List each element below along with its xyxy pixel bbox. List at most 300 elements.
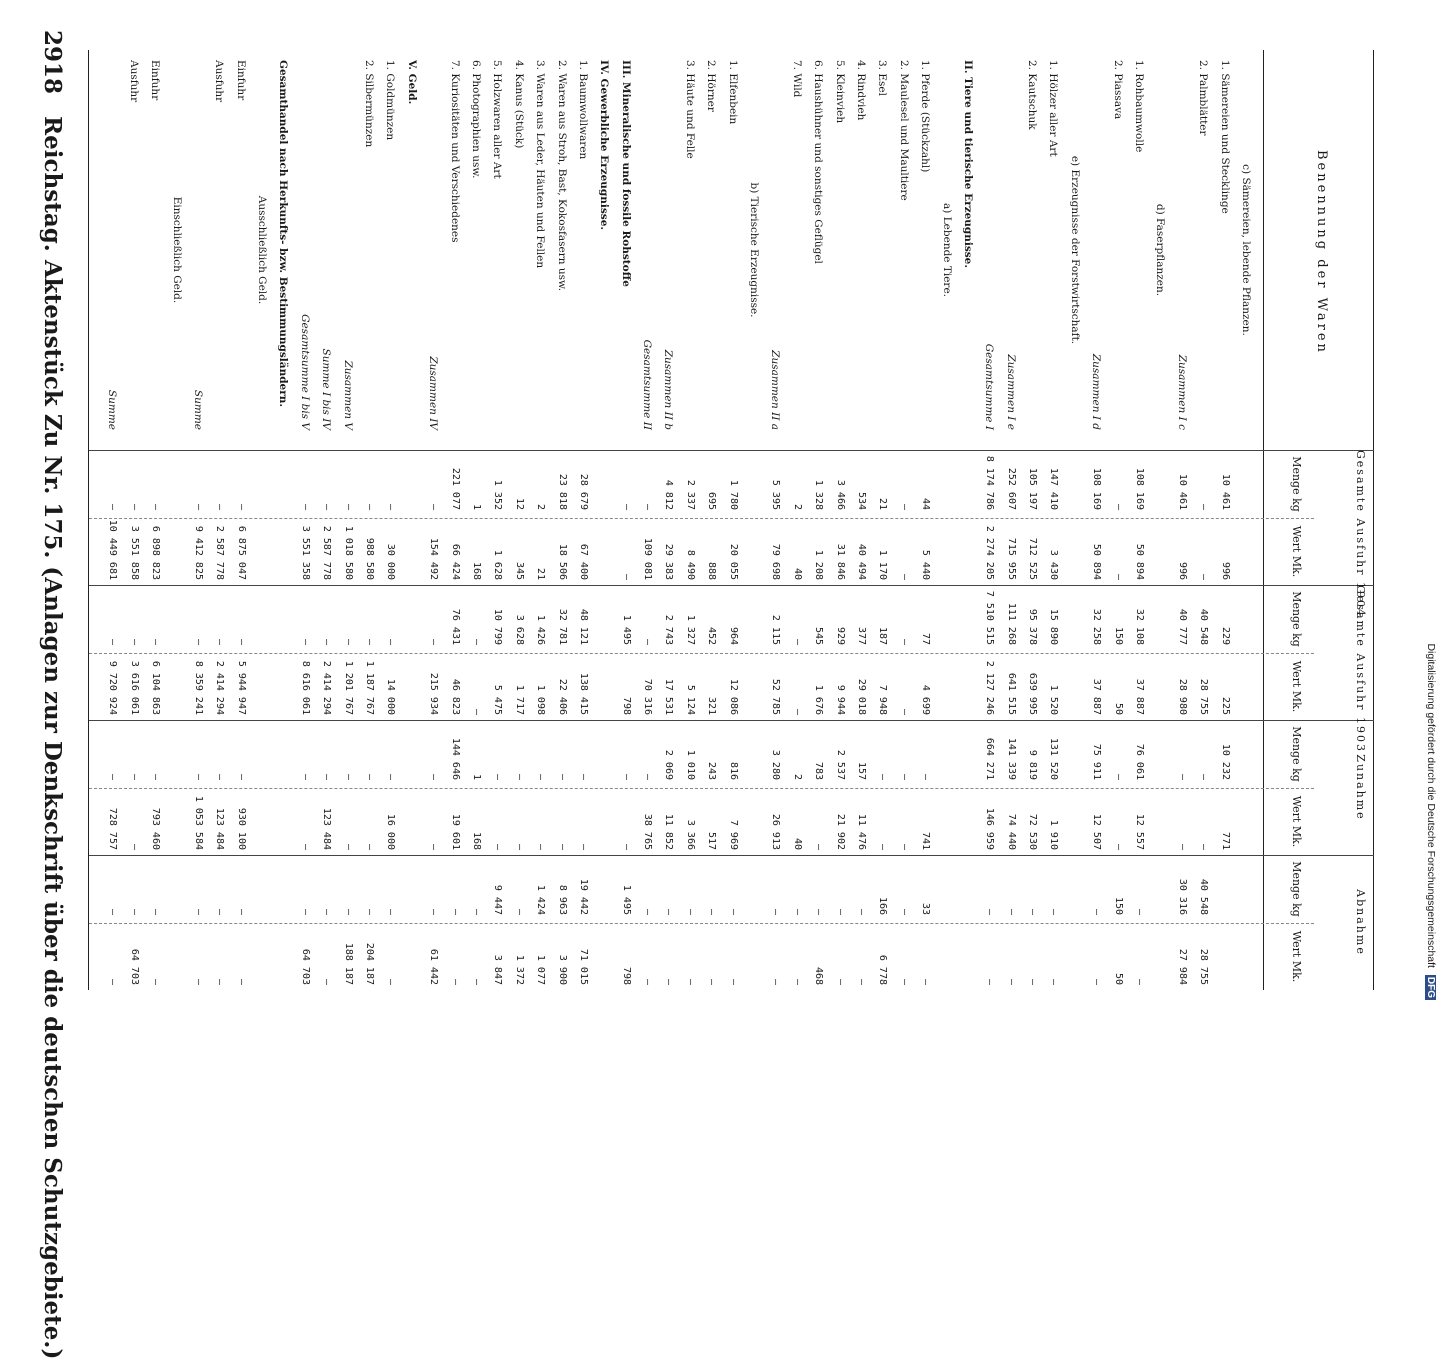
row-value: — [129,908,140,915]
row-value: — [364,843,375,850]
row-value: — [770,978,781,985]
table-row [727,50,739,990]
row-value: — [107,908,118,915]
row-value: 21 [535,567,546,580]
row-value: — [321,978,332,985]
dfg-logo: DFG [1425,976,1436,998]
row-label: 6. Photographien usw. [470,60,482,179]
row-value: — [663,908,674,915]
row-value: — [107,773,118,780]
row-value: 50 [1113,972,1124,985]
row-value: — [236,978,247,985]
row-label: Gesamtsumme I [983,343,995,430]
row-value: — [471,978,482,985]
row-value: — [578,773,589,780]
row-value: 7 948 [877,684,888,715]
row-value: — [129,773,140,780]
row-value: 1 780 [728,479,739,510]
table-row [876,50,888,990]
column-header-abnahme: Abnahme [1354,889,1367,956]
row-value: — [300,773,311,780]
row-value: — [1198,503,1209,510]
row-value: 64 703 [300,948,311,985]
table-row [470,50,482,990]
row-label: Gesamtsumme II [641,339,653,430]
row-value: — [129,638,140,645]
row-value: 108 169 [1134,467,1145,510]
table-row [106,50,118,990]
table-row [1026,50,1038,990]
row-value: 37 887 [1134,678,1145,715]
row-value: — [471,638,482,645]
row-label: Ausfuhr [213,60,225,103]
row-value: — [899,503,910,510]
row-value: 2 [535,503,546,510]
table-row [128,50,140,990]
row-value: — [1006,978,1017,985]
row-value: 168 [471,831,482,850]
row-value: — [385,638,396,645]
row-value: — [1113,843,1124,850]
row-value: 715 955 [1006,537,1017,580]
row-value: 1 098 [535,684,546,715]
row-value: — [899,773,910,780]
row-value: — [364,638,375,645]
row-value: 11 852 [663,813,674,850]
row-label: IV. Gewerbliche Erzeugnisse. [598,60,610,231]
row-value: 3 430 [1048,549,1059,580]
row-value: 4 812 [663,479,674,510]
row-value: 11 476 [856,813,867,850]
row-value: — [1134,908,1145,915]
page-header [39,30,66,1359]
row-label: d) Faserpflanzen. [1154,203,1166,297]
row-value: — [813,908,824,915]
row-label: 4. Rindvieh [855,60,867,121]
row-value: 27 984 [1177,948,1188,985]
row-value: — [1091,908,1102,915]
row-label: 3. Häute und Felle [684,60,696,159]
row-value: — [856,978,867,985]
row-value: 31 846 [835,543,846,580]
row-value: 48 121 [578,608,589,645]
row-value: 19 601 [450,813,461,850]
row-value: 187 [877,626,888,645]
subheader-wert: Wert Mk. [1290,930,1303,983]
row-value: 23 818 [557,473,568,510]
row-value: 996 [1220,561,1231,580]
row-value: — [1027,908,1038,915]
row-value: 2 115 [770,614,781,645]
row-value: 40 548 [1198,608,1209,645]
row-value: 6 898 823 [150,525,161,580]
row-value: — [300,638,311,645]
row-value: 18 506 [557,543,568,580]
row-value: — [535,773,546,780]
table-row [941,50,953,990]
row-value: — [214,908,225,915]
row-value: 28 679 [578,473,589,510]
row-value: — [193,773,204,780]
row-value: 40 [792,567,803,580]
row-value: 40 [792,837,803,850]
row-label: Gesamthandel nach Herkunfts- bzw. Bestimmungsländern. [277,60,289,408]
row-value: 33 [920,902,931,915]
row-value: — [728,978,739,985]
subheader-wert: Wert Mk. [1290,525,1303,578]
row-value: — [364,773,375,780]
row-value: 9 720 924 [107,660,118,715]
row-value: 50 894 [1134,543,1145,580]
subheader-wert: Wert Mk. [1290,795,1303,848]
row-value: — [578,843,589,850]
row-value: — [107,638,118,645]
row-value: 12 557 [1134,813,1145,850]
row-label: 5. Kleinvieh [834,60,846,124]
row-value: 221 077 [450,467,461,510]
digitization-note [1423,40,1437,1000]
row-label: 1. Hölzer aller Art [1047,60,1059,157]
row-value: — [300,843,311,850]
row-value: 1 077 [535,954,546,985]
row-value: 1 187 767 [364,660,375,715]
row-value: 30 000 [385,543,396,580]
row-value: 3 616 061 [129,660,140,715]
subheader-menge: Menge kg [1290,726,1303,782]
row-value: — [193,908,204,915]
row-label: 1. Baumwollwaren [577,60,589,160]
row-value: — [642,503,653,510]
row-value: 74 440 [1006,813,1017,850]
row-value: 72 530 [1027,813,1038,850]
row-value: 123 484 [214,807,225,850]
row-value: — [1198,773,1209,780]
row-value: 641 515 [1006,672,1017,715]
row-value: 1 910 [1048,819,1059,850]
row-value: — [450,908,461,915]
row-value: — [728,908,739,915]
table-row [235,50,247,990]
row-value: 32 781 [557,608,568,645]
row-value: — [920,978,931,985]
row-label: Einfuhr [149,60,161,101]
row-value: 1 018 580 [343,525,354,580]
table-row [898,50,910,990]
row-value: 70 316 [642,678,653,715]
table-row [962,50,974,990]
row-value: 377 [856,626,867,645]
row-value: 1 628 [492,549,503,580]
row-label: Zusammen IV [427,356,439,430]
row-value: — [193,503,204,510]
row-value: 8 359 241 [193,660,204,715]
row-label: Zusammen I c [1176,354,1188,430]
row-value: 468 [813,966,824,985]
row-value: — [1006,908,1017,915]
table-row [449,50,461,990]
row-value: 1 328 [813,479,824,510]
row-value: 664 271 [984,737,995,780]
row-value: — [236,908,247,915]
subheader-menge: Menge kg [1290,456,1303,512]
row-value: 50 894 [1091,543,1102,580]
row-value: 5 124 [685,684,696,715]
row-value: 1 424 [535,884,546,915]
row-value: — [385,978,396,985]
row-value: — [877,773,888,780]
row-label: Einfuhr [235,60,247,101]
row-value: — [685,908,696,915]
row-value: 52 785 [770,678,781,715]
row-value: — [428,638,439,645]
row-label: Zusammen I e [1005,354,1017,430]
row-value: 1 [471,773,482,780]
row-value: 816 [728,761,739,780]
row-label: c) Sämereien, lebende Pflanzen. [1240,164,1252,336]
table-row [534,50,546,990]
row-label: 3. Waren aus Leder, Häuten und Fellen [534,60,546,269]
row-value: 7 969 [728,819,739,850]
row-value: — [150,978,161,985]
row-value: 1 495 [621,884,632,915]
row-value: — [899,708,910,715]
row-value: — [770,908,781,915]
row-value: — [428,503,439,510]
table-row [192,50,204,990]
row-value: — [835,978,846,985]
row-value: 20 055 [728,543,739,580]
row-label: 2. Kautschuk [1026,60,1038,130]
row-value: — [621,573,632,580]
row-value: 215 934 [428,672,439,715]
row-value: 28 980 [1177,678,1188,715]
row-value: 988 580 [364,537,375,580]
table-row [213,50,225,990]
row-label: 6. Haushühner und sonstiges Geflügel [812,60,824,264]
row-value: 1 372 [514,954,525,985]
row-value: 64 703 [129,948,140,985]
row-value: 1 053 584 [193,795,204,850]
row-value: — [236,773,247,780]
table-row [320,50,332,990]
row-value: — [642,978,653,985]
row-value: — [1198,573,1209,580]
row-label: 2. Hörner [705,60,717,112]
row-value: 146 959 [984,807,995,850]
row-value: — [1177,843,1188,850]
row-label: 2. Piassava [1112,60,1124,120]
row-value: 639 995 [1027,672,1038,715]
row-label: 1. Elfenbein [727,60,739,125]
table-row [834,50,846,990]
row-value: 1 208 [813,549,824,580]
row-value: 50 [1113,702,1124,715]
trade-table [84,50,1374,990]
subheader-menge: Menge kg [1290,591,1303,647]
row-value: — [706,908,717,915]
row-value: 229 [1220,626,1231,645]
row-value: 10 449 681 [107,519,118,580]
row-value: 321 [706,696,717,715]
table-row [1047,50,1059,990]
row-value: — [492,843,503,850]
row-value: 930 100 [236,807,247,850]
row-value: 131 520 [1048,737,1059,780]
row-value: — [428,843,439,850]
row-value: — [343,908,354,915]
row-value: 40 777 [1177,608,1188,645]
row-value: — [471,908,482,915]
row-value: — [343,773,354,780]
row-value: 7 510 515 [984,590,995,645]
row-label: 1. Goldmünzen [384,60,396,141]
row-value: — [792,638,803,645]
row-value: — [364,503,375,510]
row-value: 929 [835,626,846,645]
row-value: 141 339 [1006,737,1017,780]
row-value: 19 442 [578,878,589,915]
row-value: — [193,978,204,985]
row-value: 1 520 [1048,684,1059,715]
row-value: — [428,773,439,780]
row-value: — [129,843,140,850]
table-row [855,50,867,990]
row-value: 123 484 [321,807,332,850]
row-value: — [706,978,717,985]
row-value: — [214,773,225,780]
row-value: — [535,843,546,850]
table-row [791,50,803,990]
table-row [684,50,696,990]
row-value: 3 847 [492,954,503,985]
row-value: — [385,773,396,780]
row-value: — [792,908,803,915]
row-value: — [792,978,803,985]
row-value: 109 081 [642,537,653,580]
row-value: 2 069 [663,749,674,780]
table-row [1154,50,1166,990]
row-value: 452 [706,626,717,645]
row-label: 2. Maulesel und Maultiere [898,60,910,201]
row-value: 10 461 [1177,473,1188,510]
row-label: 7. Kuriositäten und Verschiedenes [449,60,461,243]
row-label: 1. Sämereien und Stecklinge [1219,60,1231,214]
table-row [620,50,632,990]
row-value: — [899,978,910,985]
row-label: 1. Pferde (Stückzahl) [919,60,931,173]
row-value: — [877,843,888,850]
row-value: 76 061 [1134,743,1145,780]
row-label: Ausschließlich Geld. [256,195,268,305]
column-header-zunahme: Zunahme [1354,754,1367,821]
row-value: — [214,503,225,510]
row-value: 888 [706,561,717,580]
table-row [662,50,674,990]
row-value: 32 258 [1091,608,1102,645]
row-label: 2. Silbermünzen [363,60,375,148]
table-row [1112,50,1124,990]
table-row [556,50,568,990]
row-value: 16 000 [385,813,396,850]
table-row [983,50,995,990]
row-value: 1 426 [535,614,546,645]
row-value: — [150,503,161,510]
table-row [149,50,161,990]
row-label: 5. Holzwaren aller Art [491,60,503,179]
row-value: 517 [706,831,717,850]
row-value: 46 823 [450,678,461,715]
row-label: Summe I bis IV [320,348,332,430]
row-value: — [835,908,846,915]
column-header-ausfuhr-1903: Gesamte Ausfuhr 1903 [1354,585,1367,754]
row-value: — [428,908,439,915]
row-value: — [642,638,653,645]
row-value: 793 460 [150,807,161,850]
table-row [598,50,610,990]
row-value: — [621,503,632,510]
row-value: 3 366 [685,819,696,850]
row-value: — [107,503,118,510]
row-label: 4. Kanus (Stück) [513,60,525,149]
row-value: 5 395 [770,479,781,510]
row-label: 1. Rohbaumwolle [1133,60,1145,153]
row-value: 9 944 [835,684,846,715]
row-value: 204 187 [364,942,375,985]
row-value: — [899,843,910,850]
row-value: 77 [920,632,931,645]
column-header-ausfuhr-1904: Gesamte Ausfuhr 1904 [1354,450,1367,619]
table-row [406,50,418,990]
row-value: — [1048,908,1059,915]
row-value: 38 765 [642,813,653,850]
row-value: — [343,503,354,510]
row-value: 5 440 [920,549,931,580]
row-value: 105 197 [1027,467,1038,510]
row-value: — [492,773,503,780]
row-value: 1 [471,503,482,510]
row-value: 1 352 [492,479,503,510]
row-value: 2 [792,503,803,510]
row-value: 28 755 [1198,948,1209,985]
row-label: Ausfuhr [128,60,140,103]
row-value: 6 778 [877,954,888,985]
row-value: 6 104 863 [150,660,161,715]
row-value: 32 108 [1134,608,1145,645]
row-value: 21 [877,497,888,510]
row-label: Zusammen II b [662,349,674,430]
row-value: — [1177,773,1188,780]
row-label: e) Erzeugnisse der Forstwirtschaft. [1069,155,1081,345]
row-label: Summe [192,389,204,430]
row-value: — [899,908,910,915]
row-value: — [899,638,910,645]
row-value: 10 461 [1220,473,1231,510]
row-value: — [1113,773,1124,780]
row-label: II. Tiere und tierische Erzeugnisse. [962,60,974,269]
row-value: — [557,843,568,850]
row-value: 534 [856,491,867,510]
table-row [769,50,781,990]
row-value: 243 [706,761,717,780]
row-value: 108 169 [1091,467,1102,510]
row-value: 147 410 [1048,467,1059,510]
row-value: 1 676 [813,684,824,715]
row-value: 154 492 [428,537,439,580]
row-value: 8 963 [557,884,568,915]
row-value: 37 887 [1091,678,1102,715]
row-value: — [450,978,461,985]
row-value: — [642,773,653,780]
